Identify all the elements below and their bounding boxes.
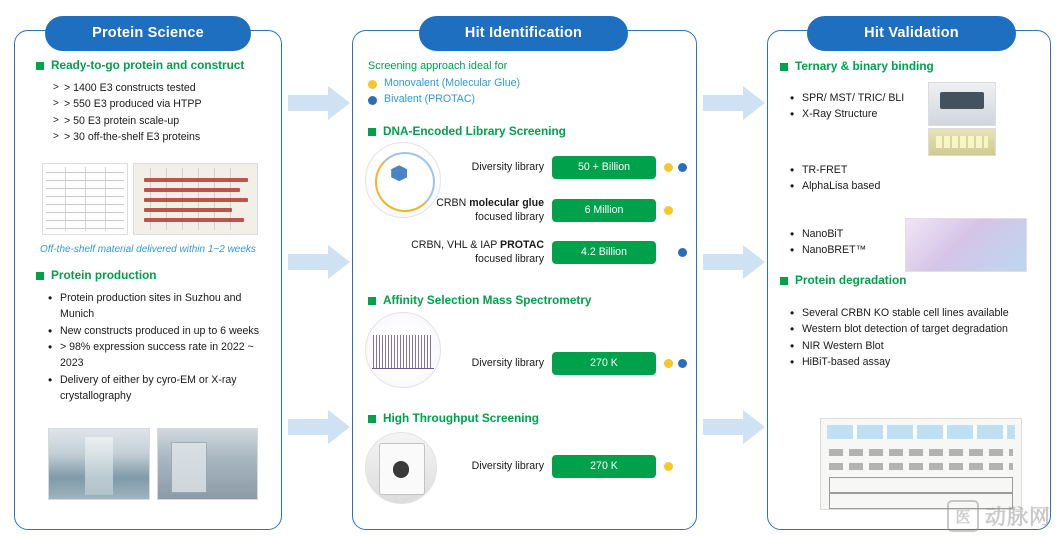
bullet-list xyxy=(50,80,268,146)
watermark xyxy=(947,500,1051,532)
row-label: Diversity library xyxy=(471,161,544,174)
list-item: > > 30 off-the-shelf E3 proteins xyxy=(50,129,268,145)
arrow-ps-to-hi-3 xyxy=(288,410,350,444)
section-ready-to-go-protein xyxy=(36,58,268,145)
row-dots xyxy=(664,248,690,257)
off-the-shelf-caption: Off-the-shelf material delivered within 1~2 weeks xyxy=(40,244,256,255)
row-dots xyxy=(664,163,690,172)
square-bullet-icon xyxy=(36,62,44,70)
protein-science-images xyxy=(42,163,258,233)
arrow-hi-to-hv-3 xyxy=(703,410,765,444)
microplate-image xyxy=(928,128,996,156)
legend-label: Bivalent (PROTAC) xyxy=(384,93,476,106)
list-item: • > 98% expression success rate in 2022 ~ 2023 xyxy=(46,339,270,372)
square-bullet-icon xyxy=(780,277,788,285)
arrow-ps-to-hi-2 xyxy=(288,245,350,279)
del-row-protac xyxy=(408,238,690,267)
list-item: > > 50 E3 protein scale-up xyxy=(50,113,268,129)
yellow-dot-icon xyxy=(368,80,377,89)
panel-title-hit-identification: Hit Identification xyxy=(419,16,628,51)
list-item: > > 1400 E3 constructs tested xyxy=(50,80,268,96)
list-item: • Delivery of either by cyro-EM or X-ray crystallography xyxy=(46,372,270,405)
value-pill: 270 K xyxy=(552,455,656,478)
blue-dot-icon xyxy=(368,96,377,105)
mass-spectrum-graphic xyxy=(365,312,441,388)
list-item: > > 550 E3 produced via HTPP xyxy=(50,96,268,112)
section-heading-hts: High Throughput Screening xyxy=(368,411,668,426)
list-item: • AlphaLisa based xyxy=(788,178,928,194)
section-heading-degradation: Protein degradation xyxy=(780,273,1030,288)
bullet-list xyxy=(46,290,270,405)
list-item: • NanoBiT xyxy=(788,226,928,242)
section-protein-production xyxy=(36,268,270,405)
facility-photos xyxy=(48,428,258,498)
value-pill: 6 Million xyxy=(552,199,656,222)
arrow-hi-to-hv-1 xyxy=(703,86,765,120)
list-item: • HiBiT-based assay xyxy=(788,354,1036,370)
construct-table-image xyxy=(42,163,128,235)
row-label: CRBN molecular glue focused library xyxy=(436,197,544,224)
binding-group-1 xyxy=(788,90,928,123)
spr-instrument-image xyxy=(928,82,996,126)
square-bullet-icon xyxy=(780,63,788,71)
blue-dot-icon xyxy=(678,248,687,257)
screening-legend xyxy=(368,59,668,108)
legend-title: Screening approach ideal for xyxy=(368,60,508,72)
protein-gel-image xyxy=(133,163,258,235)
panel-title-protein-science: Protein Science xyxy=(45,16,251,51)
yellow-dot-icon xyxy=(664,163,673,172)
yellow-dot-icon xyxy=(664,462,673,471)
asms-row-diversity xyxy=(446,352,690,375)
value-pill: 270 K xyxy=(552,352,656,375)
square-bullet-icon xyxy=(368,128,376,136)
row-label: CRBN, VHL & IAP PROTAC focused library xyxy=(411,239,544,266)
section-heading: Ready-to-go protein and construct xyxy=(36,58,268,73)
hts-row-diversity xyxy=(446,455,690,478)
yellow-dot-icon xyxy=(664,359,673,368)
del-row-molecular-glue xyxy=(424,196,690,225)
list-item: • TR-FRET xyxy=(788,162,928,178)
row-label: Diversity library xyxy=(471,357,544,370)
row-dots xyxy=(664,206,690,215)
section-heading: Protein production xyxy=(36,268,270,283)
section-heading-del: DNA-Encoded Library Screening xyxy=(368,124,668,139)
section-heading-asms: Affinity Selection Mass Spectrometry xyxy=(368,293,668,308)
western-blot-image xyxy=(820,418,1022,510)
blue-dot-icon xyxy=(678,163,687,172)
list-item: • Several CRBN KO stable cell lines available xyxy=(788,305,1036,321)
list-item: • X-Ray Structure xyxy=(788,106,928,122)
list-item: • Western blot detection of target degradation xyxy=(788,321,1036,337)
square-bullet-icon xyxy=(36,272,44,280)
square-bullet-icon xyxy=(368,415,376,423)
panel-title-hit-validation: Hit Validation xyxy=(807,16,1016,51)
square-bullet-icon xyxy=(368,297,376,305)
legend-item-bivalent xyxy=(368,92,668,108)
watermark-text: 动脉网 xyxy=(985,506,1051,529)
degradation-bullets xyxy=(788,305,1036,371)
list-item: • NanoBRET™ xyxy=(788,242,928,258)
row-dots xyxy=(664,462,690,471)
yellow-dot-icon xyxy=(664,206,673,215)
lab-equipment-photo xyxy=(157,428,259,500)
list-item: • New constructs produced in up to 6 weeks xyxy=(46,323,270,339)
arrow-ps-to-hi-1 xyxy=(288,86,350,120)
row-label: Diversity library xyxy=(471,460,544,473)
list-item: • NIR Western Blot xyxy=(788,338,1036,354)
del-row-diversity xyxy=(446,156,690,179)
lab-facility-photo xyxy=(48,428,150,500)
hts-instrument-graphic xyxy=(365,432,437,504)
list-item: • Protein production sites in Suzhou and Munich xyxy=(46,290,270,323)
row-dots xyxy=(664,359,690,368)
arrow-hi-to-hv-2 xyxy=(703,245,765,279)
list-item: • SPR/ MST/ TRIC/ BLI xyxy=(788,90,928,106)
section-heading-binding: Ternary & binary binding xyxy=(780,59,1030,74)
nanobret-cells-image xyxy=(905,218,1027,272)
legend-label: Monovalent (Molecular Glue) xyxy=(384,77,521,90)
legend-item-monovalent xyxy=(368,76,668,92)
value-pill: 50 + Billion xyxy=(552,156,656,179)
blue-dot-icon xyxy=(678,359,687,368)
watermark-badge: 医 xyxy=(947,500,979,532)
value-pill: 4.2 Billion xyxy=(552,241,656,264)
